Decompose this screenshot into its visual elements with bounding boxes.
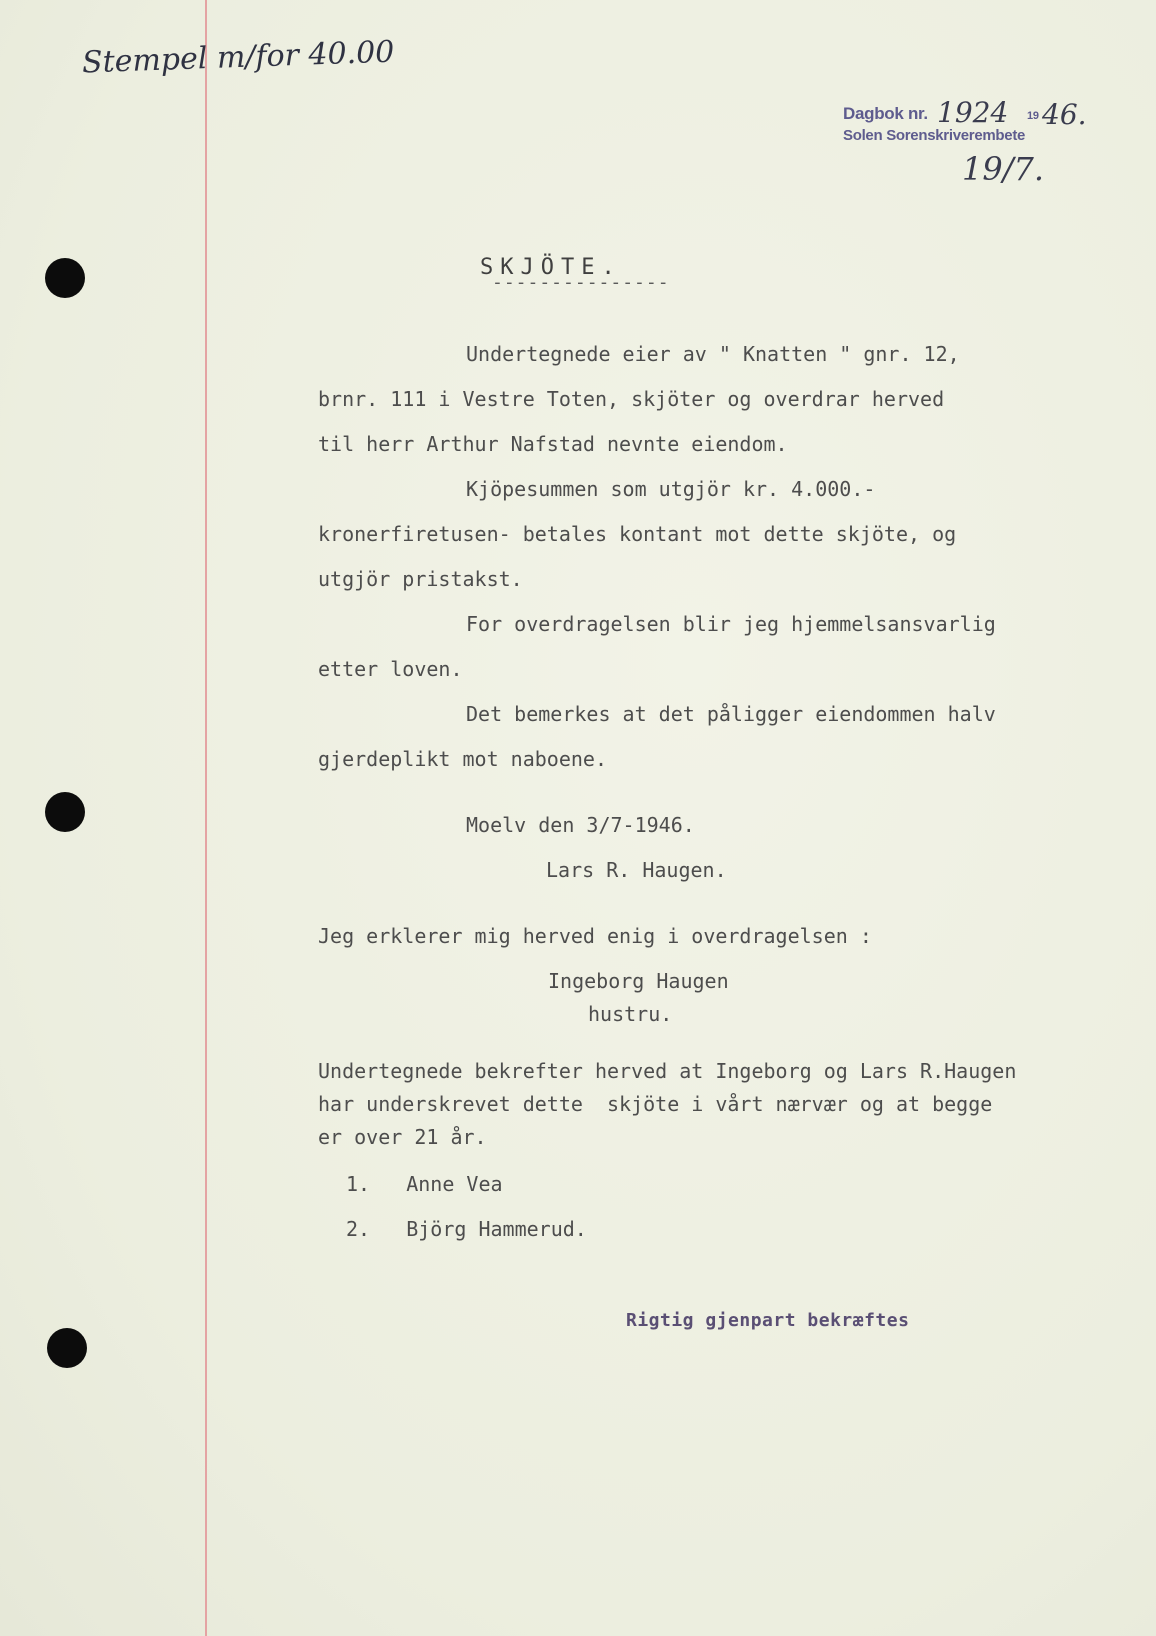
body-line: Undertegnede eier av " Knatten " gnr. 12, bbox=[466, 342, 960, 366]
witness-line: Undertegnede bekrefter herved at Ingeborg og Lars R.Haugen bbox=[318, 1059, 1017, 1083]
signature-seller: Lars R. Haugen. bbox=[546, 858, 727, 882]
stamp-year: 46. bbox=[1042, 98, 1087, 131]
spouse-role: hustru. bbox=[588, 1002, 673, 1026]
stamp-handwritten: 19/7. bbox=[962, 150, 1045, 188]
body-line: utgjör pristakst. bbox=[318, 567, 523, 591]
consent-line: Jeg erklerer mig herved enig i overdragelsen : bbox=[318, 924, 872, 948]
stamp-line1-prefix: Dagbok nr. bbox=[843, 104, 928, 123]
body-line: gjerdeplikt mot naboene. bbox=[318, 747, 607, 771]
margin-line bbox=[205, 0, 207, 1636]
margin-note: Stempel m/for 40.00 bbox=[81, 34, 395, 81]
title-underline: --------------- bbox=[492, 272, 670, 293]
witness-line: er over 21 år. bbox=[318, 1125, 487, 1149]
stamp-line2: Solen Sorenskriverembete bbox=[843, 127, 1026, 144]
place-date: Moelv den 3/7-1946. bbox=[466, 813, 695, 837]
witness-2: 2. Björg Hammerud. bbox=[346, 1217, 587, 1241]
stamp-year-prefix: 19 bbox=[1027, 110, 1039, 122]
body-line: Kjöpesummen som utgjör kr. 4.000.- bbox=[466, 477, 876, 501]
body-line: brnr. 111 i Vestre Toten, skjöter og overdrar herved bbox=[318, 387, 945, 411]
punch-hole bbox=[47, 1328, 87, 1368]
witness-1: 1. Anne Vea bbox=[346, 1172, 503, 1196]
punch-hole bbox=[45, 792, 85, 832]
stamp-number: 1924 bbox=[937, 96, 1009, 129]
document-title: SKJÖTE. bbox=[480, 255, 622, 280]
body-line: For overdragelsen blir jeg hjemmelsansvarlig bbox=[466, 612, 996, 636]
body-line: kronerfiretusen- betales kontant mot dette skjöte, og bbox=[318, 522, 957, 546]
certification-stamp: Rigtig gjenpart bekræftes bbox=[626, 1310, 910, 1331]
body-line: etter loven. bbox=[318, 657, 463, 681]
punch-hole bbox=[45, 258, 85, 298]
body-line: Det bemerkes at det påligger eiendommen halv bbox=[466, 702, 996, 726]
witness-line: har underskrevet dette skjöte i vårt nærvær og at begge bbox=[318, 1092, 993, 1116]
signature-spouse: Ingeborg Haugen bbox=[548, 969, 729, 993]
body-line: til herr Arthur Nafstad nevnte eiendom. bbox=[318, 432, 788, 456]
